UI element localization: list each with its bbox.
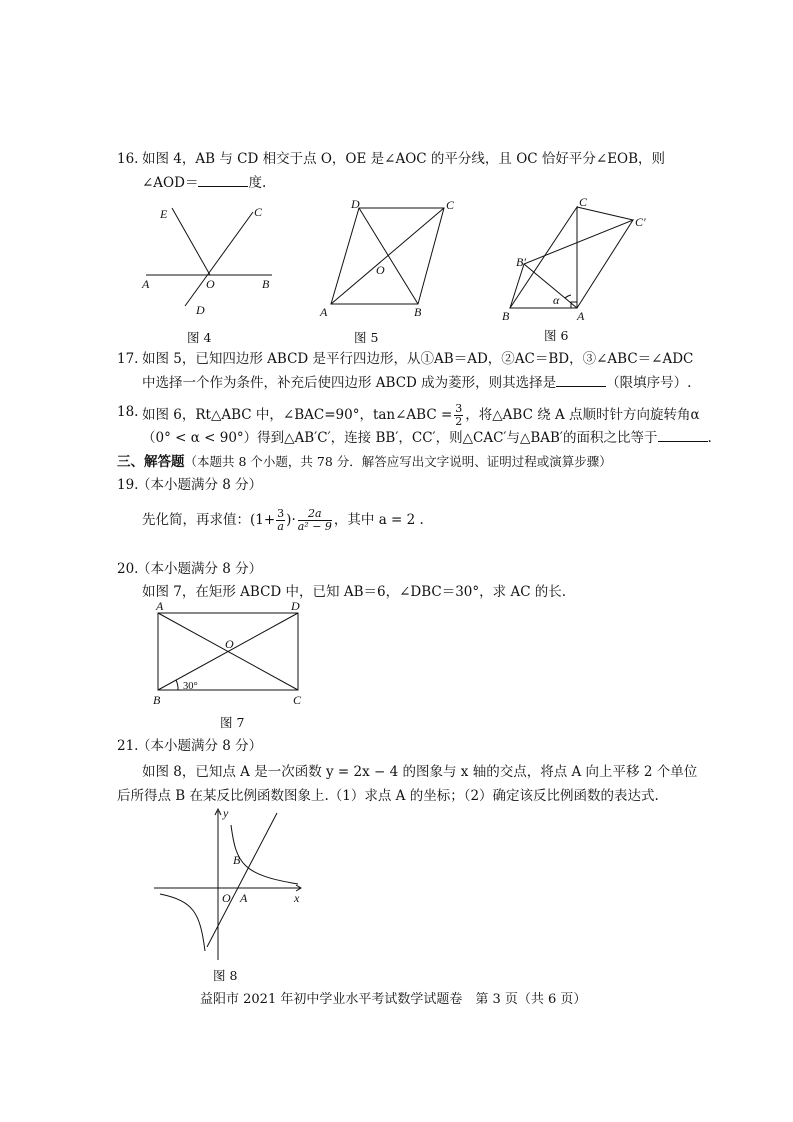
section-3-heading <box>117 453 612 471</box>
q16-text-line2 <box>142 174 266 192</box>
q18-fraction-numerator: 3 <box>455 402 463 415</box>
fig5-label-o: O <box>376 263 385 277</box>
q18-answer-blank <box>658 429 708 442</box>
figure-8 <box>150 805 310 963</box>
q19-expr-open: (1+ <box>250 512 276 528</box>
fig8-label-a: A <box>240 891 248 905</box>
fig4-caption: 图 4 <box>187 330 212 345</box>
fig5-label-a: A <box>320 305 328 319</box>
q19-f1-denominator: a <box>277 520 284 533</box>
fig6-triangle-ab1c1 <box>524 220 633 308</box>
fig6-label-c: C <box>579 195 588 209</box>
q19-f1-numerator: 3 <box>277 507 285 520</box>
fig6-label-b: B <box>502 309 510 323</box>
q16-line2-pre: ∠AOD＝ <box>142 175 199 191</box>
fig6-label-c1: C′ <box>635 215 646 229</box>
figure-6 <box>497 192 662 324</box>
fig5-caption: 图 5 <box>354 330 379 345</box>
figure-4 <box>140 200 280 325</box>
fig8-label-b: B <box>233 853 241 867</box>
section-3-title: 三、解答题 <box>117 454 185 470</box>
q18-fraction <box>454 403 463 428</box>
fig8-label-y: y <box>223 806 229 820</box>
q19-fraction-2 <box>298 508 332 533</box>
fig4-label-o: O <box>206 277 215 291</box>
fig7-label-angle: 30° <box>183 681 198 692</box>
fig5-diagonal-ac <box>331 208 444 304</box>
figure-5 <box>314 196 464 321</box>
q17-text-line2 <box>142 374 691 392</box>
fig5-label-b: B <box>414 305 422 319</box>
q21-number: 21. <box>117 738 139 754</box>
fig4-label-a: A <box>142 277 150 291</box>
q17-line2-pre: 中选择一个作为条件，补充后使四边形 ABCD 成为菱形，则其选择是 <box>142 375 557 391</box>
q16-text-line1: 如图 4，AB 与 CD 相交于点 O，OE 是∠AOC 的平分线，且 OC 恰好平分∠EOB，则 <box>142 151 666 167</box>
fig6-caption: 图 6 <box>544 328 569 343</box>
fig7-caption: 图 7 <box>220 715 245 730</box>
q18-line1-pre: 如图 6，Rt△ABC 中，∠BAC=90°，tan∠ABC = <box>142 407 453 423</box>
fig4-label-b: B <box>262 277 270 291</box>
figure-7 <box>148 598 313 710</box>
q16-number: 16. <box>117 151 139 167</box>
q20-text-line1: 如图 7，在矩形 ABCD 中，已知 AB＝6，∠DBC＝30°，求 AC 的长. <box>142 584 567 600</box>
fig5-label-c: C <box>446 198 455 212</box>
q17-text-line1: 如图 5，已知四边形 ABCD 是平行四边形，从①AB＝AD，②AC＝BD，③∠ABC＝∠ADC <box>142 351 694 367</box>
q17-line2-post: （限填序号）. <box>606 375 692 391</box>
q19-fraction-1 <box>276 508 285 533</box>
fig4-label-c: C <box>254 205 263 219</box>
q19-text <box>142 508 424 533</box>
q16-answer-blank <box>198 174 248 187</box>
fig4-label-e: E <box>160 207 168 221</box>
q20-score: （本小题满分 8 分） <box>137 561 263 577</box>
q17-answer-blank <box>556 374 606 387</box>
fig4-line-cd <box>185 212 253 306</box>
fig7-label-c: C <box>293 693 302 707</box>
q18-fraction-denominator: 2 <box>455 415 463 428</box>
fig6-label-a: A <box>577 309 585 323</box>
q18-text-line2 <box>142 429 712 447</box>
fig6-label-alpha: α <box>553 293 560 307</box>
fig7-label-b: B <box>153 693 161 707</box>
q19-tail: ，其中 a = 2 . <box>333 512 424 528</box>
fig8-hyperbola-branch-1 <box>231 825 298 884</box>
section-3-note: （本题共 8 个小题，共 78 分．解答应写出文字说明、证明过程或演算步骤） <box>184 454 612 469</box>
q17-number: 17. <box>117 351 139 367</box>
fig7-label-d: D <box>291 599 300 613</box>
q19-expr-close: )· <box>286 512 296 528</box>
fig4-label-d: D <box>196 303 205 317</box>
fig4-ray-oe <box>172 208 210 275</box>
q21-text-line1: 如图 8，已知点 A 是一次函数 y = 2x − 4 的图象与 x 轴的交点，将点 A 向上平移 2 个单位 <box>142 764 698 780</box>
fig8-label-x: x <box>294 891 300 905</box>
fig8-label-o: O <box>222 891 231 905</box>
fig6-segment-bb1 <box>510 264 524 308</box>
fig7-label-o: O <box>225 637 234 651</box>
q19-f2-numerator: 2a <box>298 508 332 521</box>
q20-number: 20. <box>117 561 139 577</box>
q21-text-line2: 后所得点 B 在某反比例函数图象上.（1）求点 A 的坐标；（2）确定该反比例函数的表达式. <box>117 788 659 804</box>
q18-line2-pre: （0° < α < 90°）得到△AB′C′，连接 BB′，CC′，则△CAC′与△BAB′的面积之比等于 <box>142 430 658 446</box>
q18-line2-post: . <box>707 430 712 446</box>
q18-number: 18. <box>117 404 139 420</box>
q19-prompt: 先化简，再求值： <box>142 512 250 528</box>
fig7-angle-arc <box>176 680 178 690</box>
q16-line2-post: 度. <box>248 175 267 191</box>
q19-f2-denominator: a² − 9 <box>297 520 332 533</box>
q19-number: 19. <box>117 477 139 493</box>
q18-line1-post: ，将△ABC 绕 A 点顺时针方向旋转角α <box>465 407 700 423</box>
q18-text-line1 <box>142 403 700 428</box>
fig5-diagonal-bd <box>359 208 418 304</box>
fig6-alpha-arc <box>565 295 571 298</box>
fig8-hyperbola-branch-2 <box>160 894 205 951</box>
fig8-caption: 图 8 <box>213 968 238 983</box>
fig7-label-a: A <box>156 599 164 613</box>
page-footer: 益阳市 2021 年初中学业水平考试数学试题卷 第 3 页（共 6 页） <box>200 992 587 1007</box>
q19-score: （本小题满分 8 分） <box>137 477 263 493</box>
q21-score: （本小题满分 8 分） <box>137 738 263 754</box>
fig5-label-d: D <box>351 197 360 211</box>
fig6-label-b1: B′ <box>516 255 526 269</box>
